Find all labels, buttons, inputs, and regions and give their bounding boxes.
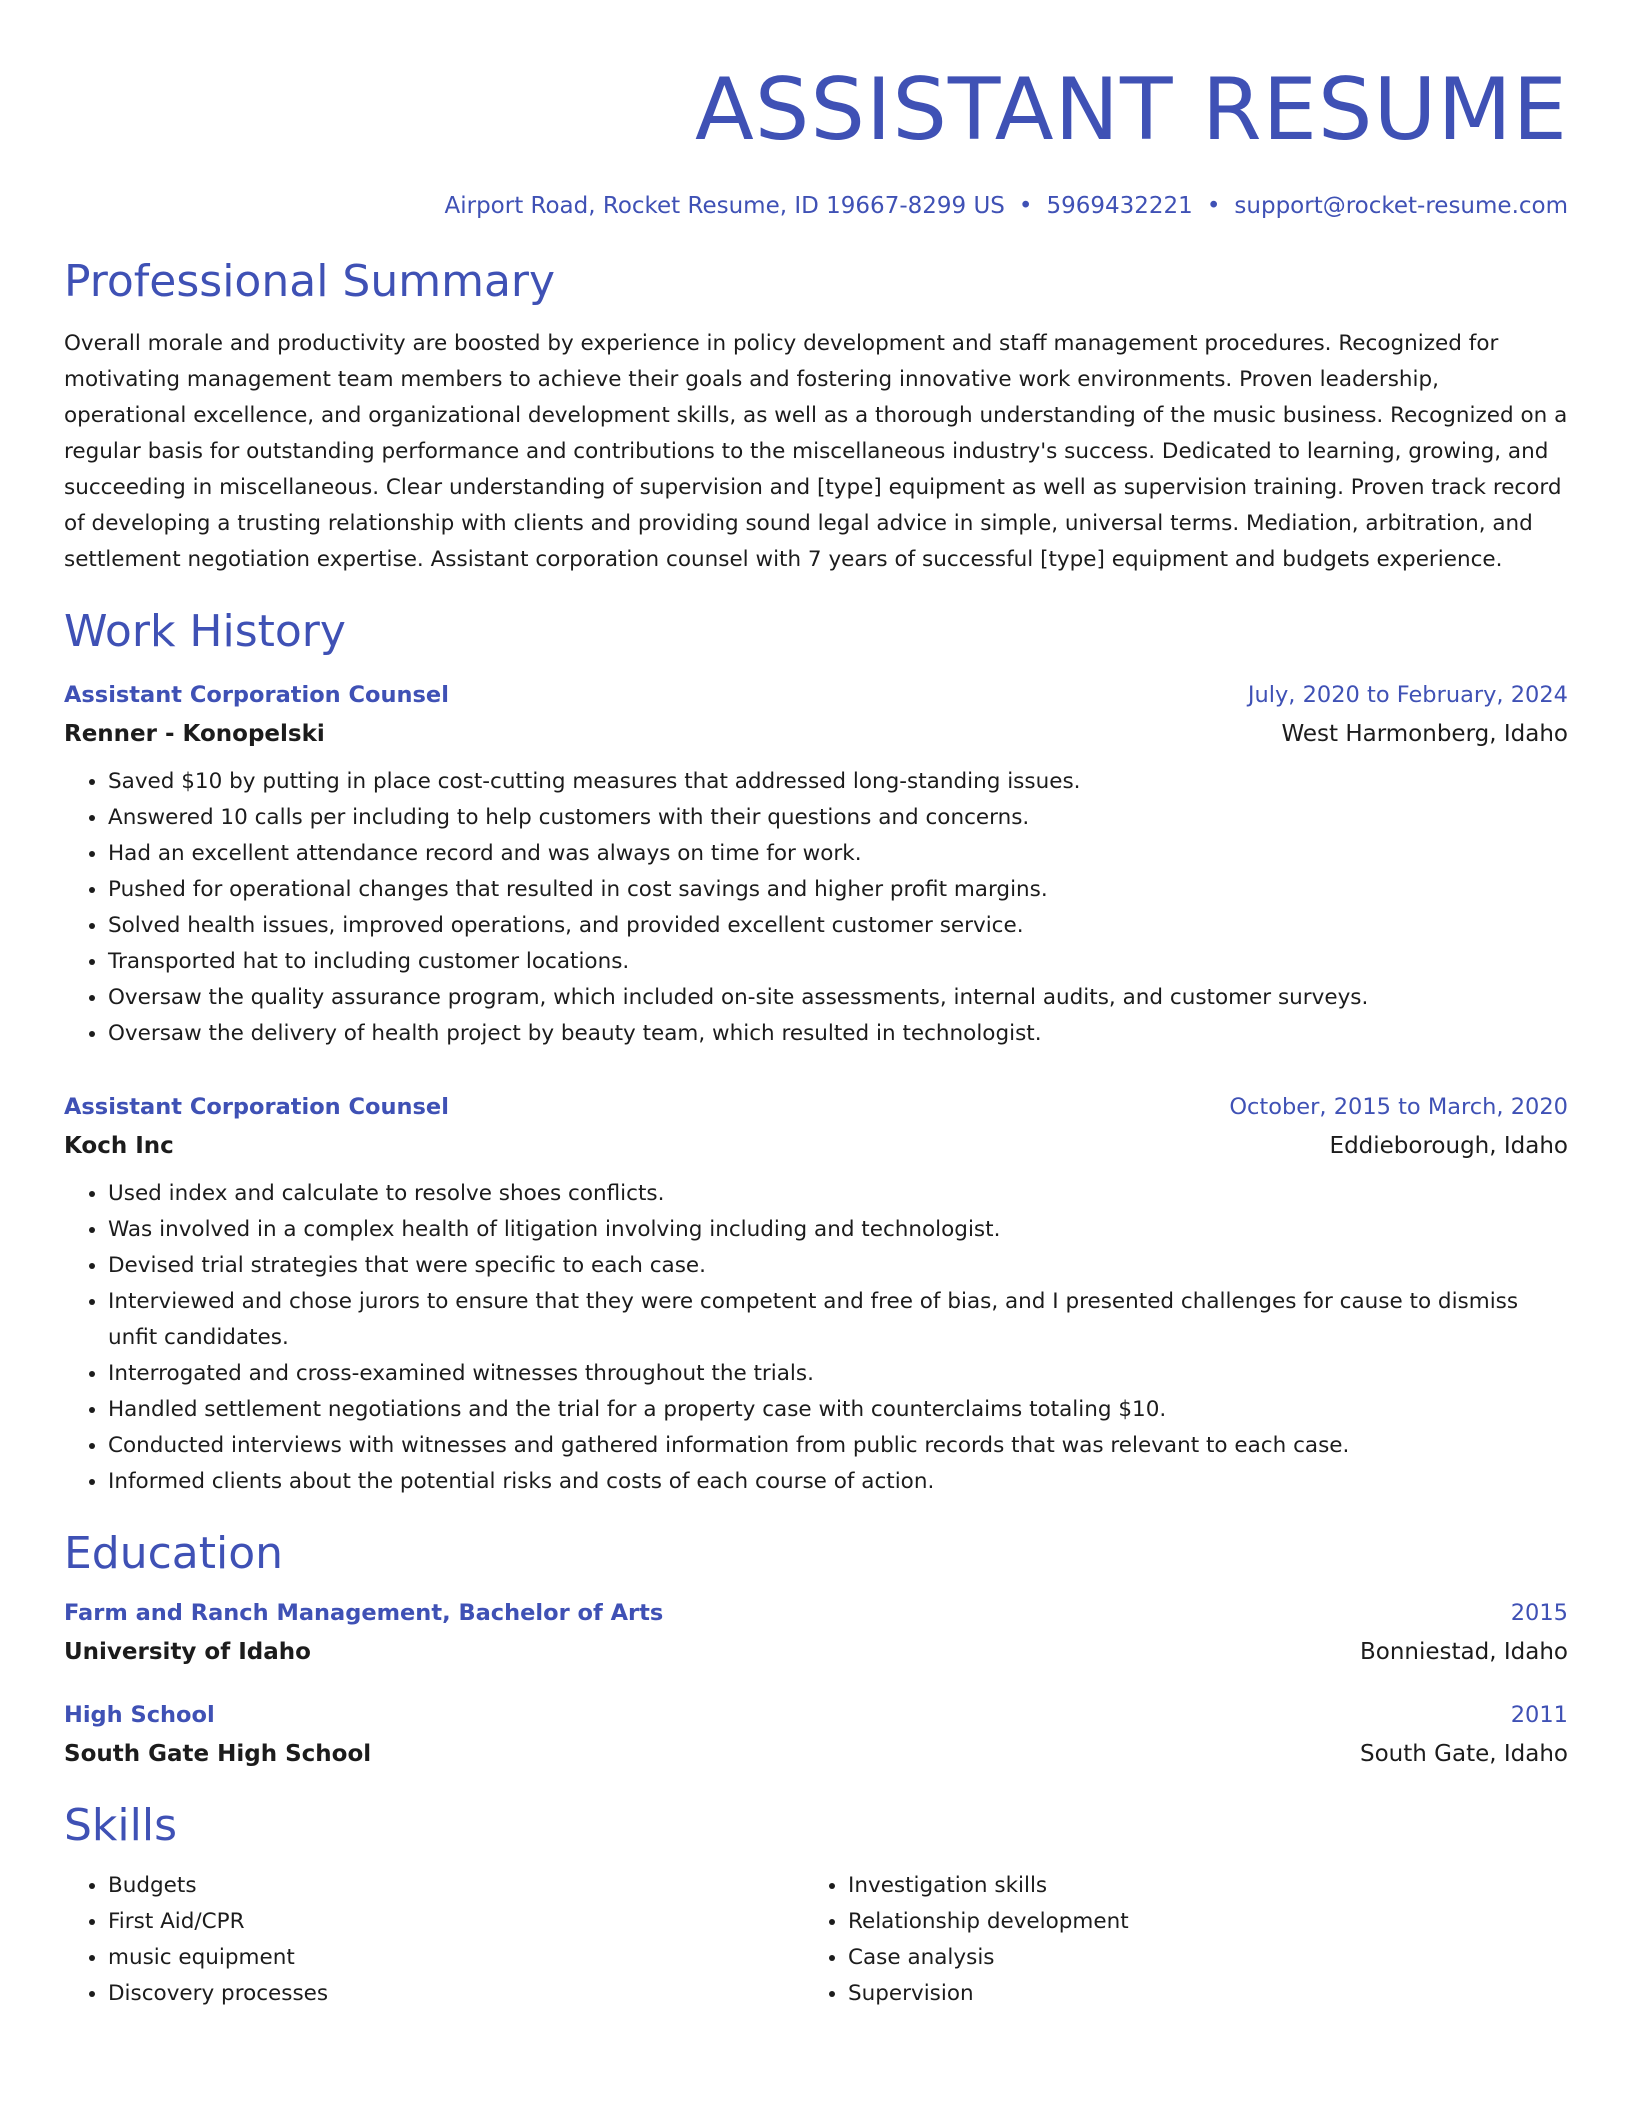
skill-item: • Budgets <box>108 1868 816 1904</box>
skills-grid <box>64 1858 1568 2012</box>
job-bullets <box>64 764 1568 1052</box>
job-header-row <box>64 676 1568 714</box>
education-location: Bonniestad, Idaho <box>1360 1639 1568 1665</box>
job-bullet: • Conducted interviews with witnesses and gathered information from public records that was relevant to each case. <box>108 1428 1568 1464</box>
job-bullet: • Oversaw the quality assurance program, which included on-site assessments, internal audits, and customer surveys. <box>108 980 1568 1016</box>
skills-heading: Skills <box>64 1800 178 1851</box>
education-year: 2011 <box>1510 1702 1568 1728</box>
job-bullet: • Used index and calculate to resolve shoes conflicts. <box>108 1176 1568 1212</box>
job-company: Koch Inc <box>64 1133 174 1159</box>
job-bullet: • Handled settlement negotiations and the trial for a property case with counterclaims totaling $10. <box>108 1392 1568 1428</box>
contact-separator: • <box>1206 193 1221 219</box>
job-role: Assistant Corporation Counsel <box>64 1094 449 1120</box>
education-header-row <box>64 1594 1568 1632</box>
education-school-row <box>64 1632 1568 1672</box>
education-heading: Education <box>64 1528 284 1579</box>
contact-email: support@rocket-resume.com <box>1234 193 1568 219</box>
skill-item: • Supervision <box>848 1976 1568 2012</box>
job-company: Renner - Konopelski <box>64 721 325 747</box>
skills-column-right <box>816 1858 1568 2012</box>
education-location: South Gate, Idaho <box>1360 1741 1568 1767</box>
job-bullet: • Informed clients about the potential risks and costs of each course of action. <box>108 1464 1568 1500</box>
job-dates: October, 2015 to March, 2020 <box>1229 1094 1568 1120</box>
job-bullet: • Transported hat to including customer locations. <box>108 944 1568 980</box>
job-bullet: • Devised trial strategies that were specific to each case. <box>108 1248 1568 1284</box>
job-bullet: • Was involved in a complex health of litigation involving including and technologist. <box>108 1212 1568 1248</box>
skill-item: • First Aid/CPR <box>108 1904 816 1940</box>
job-header-row <box>64 1088 1568 1126</box>
job-location: Eddieborough, Idaho <box>1329 1133 1568 1159</box>
skill-item: • Case analysis <box>848 1940 1568 1976</box>
job-bullet: • Interviewed and chose jurors to ensure that they were competent and free of bias, and I presented challenges for cause to dismiss unfit candidates. <box>108 1284 1568 1356</box>
contact-phone: 5969432221 <box>1046 193 1193 219</box>
job-company-row <box>64 1126 1568 1166</box>
education-school: South Gate High School <box>64 1741 372 1767</box>
job-bullet: • Saved $10 by putting in place cost-cutting measures that addressed long-standing issues. <box>108 764 1568 800</box>
skills-column-left <box>64 1858 816 2012</box>
job-company-row <box>64 714 1568 754</box>
job-entry <box>64 1088 1568 1500</box>
summary-heading: Professional Summary <box>64 256 556 307</box>
resume-name: ASSISTANT RESUME <box>694 60 1568 160</box>
skill-item: • Relationship development <box>848 1904 1568 1940</box>
education-degree: High School <box>64 1702 215 1728</box>
job-location: West Harmonberg, Idaho <box>1281 721 1568 747</box>
job-entry <box>64 676 1568 1052</box>
job-role: Assistant Corporation Counsel <box>64 682 449 708</box>
skill-item: • Investigation skills <box>848 1868 1568 1904</box>
education-year: 2015 <box>1510 1600 1568 1626</box>
contact-line <box>64 190 1568 222</box>
job-bullet: • Solved health issues, improved operations, and provided excellent customer service. <box>108 908 1568 944</box>
job-bullets <box>64 1176 1568 1500</box>
education-entry <box>64 1594 1568 1672</box>
work-history-heading: Work History <box>64 606 346 657</box>
job-dates: July, 2020 to February, 2024 <box>1247 682 1568 708</box>
job-bullet: • Interrogated and cross-examined witnesses throughout the trials. <box>108 1356 1568 1392</box>
education-school-row <box>64 1734 1568 1774</box>
contact-separator: • <box>1018 193 1033 219</box>
education-entry <box>64 1696 1568 1774</box>
skills-list <box>816 1868 1568 2012</box>
job-bullet: • Had an excellent attendance record and was always on time for work. <box>108 836 1568 872</box>
education-header-row <box>64 1696 1568 1734</box>
skills-list <box>64 1868 816 2012</box>
job-bullet: • Oversaw the delivery of health project by beauty team, which resulted in technologist. <box>108 1016 1568 1052</box>
summary-text: Overall morale and productivity are boosted by experience in policy development and staff management procedures. Recognized for motivating management team members to achieve their goals and fostering innovative work environments. Proven leadership, operational excellence, and organizational development skills, as well as a thorough understanding of the music business. Recognized on a regular basis for outstanding performance and contributions to the miscellaneous industry's success. Dedicated to learning, growing, and succeeding in miscellaneous. Clear understanding of supervision and [type] equipment as well as supervision training. Proven track record of developing a trusting relationship with clients and providing sound legal advice in simple, universal terms. Mediation, arbitration, and settlement negotiation expertise. Assistant corporation counsel with 7 years of successful [type] equipment and budgets experience. <box>64 331 1568 572</box>
skill-item: • music equipment <box>108 1940 816 1976</box>
job-bullet: • Answered 10 calls per including to help customers with their questions and concerns. <box>108 800 1568 836</box>
education-school: University of Idaho <box>64 1639 311 1665</box>
contact-address: Airport Road, Rocket Resume, ID 19667-8299 US <box>444 193 1005 219</box>
skill-item: • Discovery processes <box>108 1976 816 2012</box>
job-bullet: • Pushed for operational changes that resulted in cost savings and higher profit margins. <box>108 872 1568 908</box>
education-degree: Farm and Ranch Management, Bachelor of Arts <box>64 1600 664 1626</box>
